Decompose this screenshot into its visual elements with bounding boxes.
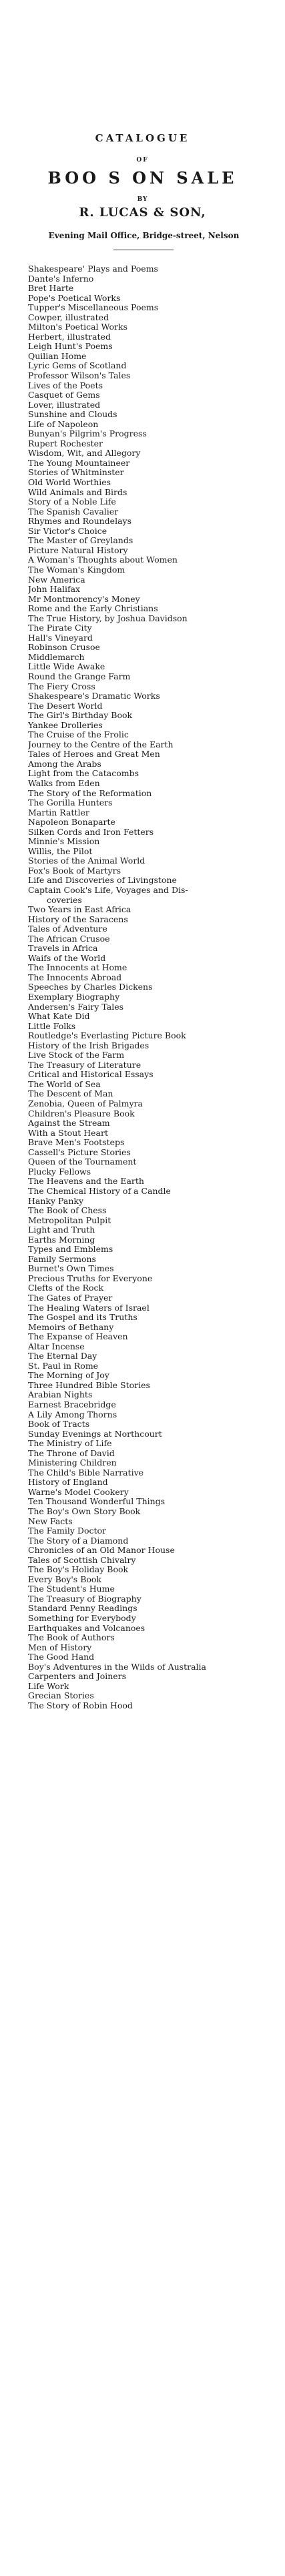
book-title: Walks from Eden	[28, 778, 100, 788]
book-title: Tales of Adventure	[28, 924, 107, 934]
book-title: Silken Cords and Iron Fetters	[28, 827, 154, 837]
book-title: Robinson Crusoe	[28, 643, 100, 653]
book-title: The True History, by Joshua Davidson	[28, 613, 188, 623]
book-title: The Fiery Cross	[28, 681, 95, 691]
book-title: Professor Wilson's Tales	[28, 371, 131, 381]
book-title: The Story of a Diamond	[28, 1536, 129, 1546]
book-title: Cowper, illustrated	[28, 312, 109, 322]
book-title: Standard Penny Readings	[28, 1604, 137, 1614]
book-title: Willis, the Pilot	[28, 846, 93, 856]
book-title: Herbert, illustrated	[28, 332, 111, 342]
book-title: Stories of Whitminster	[28, 468, 124, 478]
book-title: Sunshine and Clouds	[28, 410, 117, 420]
book-title: Boy's Adventures in the Wilds of Australia	[28, 1662, 206, 1672]
book-title: The Treasury of Biography	[28, 1594, 141, 1604]
book-title: The Desert World	[28, 701, 103, 711]
book-title: The Woman's Kingdom	[28, 565, 125, 575]
book-title: Hall's Vineyard	[28, 633, 93, 643]
book-title: Against the Stream	[28, 1118, 110, 1129]
book-title: Grecian Stories	[28, 1691, 94, 1701]
book-title: Among the Arabs	[28, 759, 101, 769]
book-title: Three Hundred Bible Stories	[28, 1380, 150, 1390]
publisher-address: Evening Mail Office, Bridge-street, Nelson	[48, 231, 240, 240]
book-title: Earths Morning	[28, 1235, 95, 1245]
book-title: With a Stout Heart	[28, 1128, 109, 1138]
book-title: Altar Incense	[28, 1341, 85, 1351]
book-title: New America	[28, 575, 85, 585]
book-title: The Book of Chess	[28, 1206, 107, 1216]
book-title: Bunyan's Pilgrim's Progress	[28, 429, 147, 439]
book-title: A Woman's Thoughts about Women	[28, 555, 178, 565]
book-title: Lyric Gems of Scotland	[28, 361, 127, 371]
book-title: What Kate Did	[28, 1012, 90, 1022]
book-title: The Story of the Reformation	[28, 788, 152, 798]
book-title: Book of Tracts	[28, 1419, 90, 1429]
book-title: St. Paul in Rome	[28, 1361, 99, 1371]
book-title: Napoleon Bonaparte	[28, 818, 115, 828]
book-title: The Eternal Day	[28, 1351, 97, 1361]
book-title: Children's Pleasure Book	[28, 1108, 135, 1118]
book-title: Memoirs of Bethany	[28, 1322, 114, 1332]
book-title: Dante's Inferno	[28, 274, 94, 284]
book-title: The Young Mountaineer	[28, 458, 130, 468]
book-title: Metropolitan Pulpit	[28, 1215, 111, 1225]
book-title: Yankee Drolleries	[28, 720, 103, 730]
book-title: The Gospel and its Truths	[28, 1313, 137, 1323]
book-title: History of the Irish Brigades	[28, 1040, 150, 1050]
book-title: Lives of the Poets	[28, 380, 103, 390]
book-title: Earthquakes and Volcanoes	[28, 1623, 146, 1633]
book-title: The Ministry of Life	[28, 1439, 112, 1449]
book-title: Chronicles of an Old Manor House	[28, 1546, 175, 1556]
book-title: The Family Doctor	[28, 1526, 106, 1536]
of-label: OF	[136, 157, 149, 164]
book-title: Routledge's Everlasting Picture Book	[28, 1031, 186, 1041]
book-title: Minnie's Mission	[28, 837, 100, 847]
book-title: Wild Animals and Birds	[28, 487, 127, 497]
book-title: Plucky Fellows	[28, 1167, 91, 1177]
book-title: The Girl's Birthday Book	[28, 711, 133, 721]
book-title: Tales of Scottish Chivalry	[28, 1555, 136, 1565]
book-title: Men of History	[28, 1642, 92, 1652]
book-title: Little Folks	[28, 1021, 76, 1031]
catalogue-heading: CATALOGUE	[95, 132, 190, 144]
book-title: The Innocents at Home	[28, 963, 127, 973]
book-title: Stories of the Animal World	[28, 856, 146, 866]
book-title: The Master of Greylands	[28, 536, 133, 546]
book-title: History of England	[28, 1478, 108, 1488]
book-title: Burnet's Own Times	[28, 1264, 114, 1274]
book-title: Martin Rattler	[28, 808, 89, 818]
book-title: Shakespeare' Plays and Poems	[28, 264, 158, 274]
by-label: BY	[137, 196, 148, 203]
book-title: The Heavens and the Earth	[28, 1177, 144, 1187]
book-title: Life and Discoveries of Livingstone	[28, 876, 177, 886]
book-title: The Morning of Joy	[28, 1371, 109, 1381]
book-title: Every Boy's Book	[28, 1574, 102, 1584]
book-title: Earnest Bracebridge	[28, 1399, 116, 1409]
book-title: The Treasury of Literature	[28, 1060, 141, 1070]
book-title: Rupert Rochester	[28, 438, 103, 448]
book-title: Live Stock of the Farm	[28, 1050, 125, 1060]
book-title: Ten Thousand Wonderful Things	[28, 1497, 166, 1507]
book-title: Wisdom, Wit, and Allegory	[28, 448, 141, 458]
book-title: Exemplary Biography	[28, 992, 120, 1002]
book-title: The Expanse of Heaven	[28, 1332, 128, 1342]
book-title: Shakespeare's Dramatic Works	[28, 691, 160, 701]
book-title: The Gates of Prayer	[28, 1293, 113, 1303]
book-title: Captain Cook's Life, Voyages and Dis-	[28, 886, 188, 895]
book-title: Life Work	[28, 1681, 69, 1691]
book-title: Precious Truths for Everyone	[28, 1273, 153, 1283]
book-title: Picture Natural History	[28, 545, 128, 555]
book-title: Round the Grange Farm	[28, 671, 131, 681]
book-title: Family Sermons	[28, 1254, 96, 1264]
book-title: New Facts	[28, 1516, 73, 1526]
book-title: Sunday Evenings at Northcourt	[28, 1429, 162, 1439]
book-title: Zenobia, Queen of Palmyra	[28, 1099, 143, 1109]
book-title: Tales of Heroes and Great Men	[28, 749, 160, 759]
book-title: The Child's Bible Narrative	[28, 1468, 144, 1478]
book-title: Waifs of the World	[28, 953, 106, 963]
book-title: Light from the Catacombs	[28, 769, 139, 779]
book-title: coveries	[47, 895, 82, 905]
book-title: Carpenters and Joiners	[28, 1672, 127, 1682]
book-list	[28, 264, 282, 1710]
book-title: Bret Harte	[28, 284, 74, 294]
book-title: Middlemarch	[28, 652, 85, 662]
book-title: The Pirate City	[28, 623, 92, 633]
book-title: Quilian Home	[28, 351, 87, 361]
book-title: Cassell's Picture Stories	[28, 1147, 131, 1157]
book-title: Casquet of Gems	[28, 390, 100, 400]
book-title: Rhymes and Roundelays	[28, 517, 132, 527]
book-title: Queen of the Tournament	[28, 1157, 137, 1167]
book-title: Pope's Poetical Works	[28, 293, 121, 303]
book-title: The Book of Authors	[28, 1633, 115, 1643]
book-title: The Descent of Man	[28, 1089, 113, 1099]
book-title: Story of a Noble Life	[28, 497, 116, 507]
book-title: Life of Napoleon	[28, 419, 99, 429]
book-title: Warne's Model Cookery	[28, 1487, 129, 1497]
book-title: Hanky Panky	[28, 1196, 84, 1206]
book-title: A Lily Among Thorns	[28, 1409, 117, 1419]
book-title: Fox's Book of Martyrs	[28, 866, 121, 876]
book-title: Milton's Poetical Works	[28, 322, 127, 332]
book-title: The Student's Hume	[28, 1584, 115, 1594]
book-title: Light and Truth	[28, 1225, 95, 1235]
book-title: Mr Montmorency's Money	[28, 594, 140, 604]
publisher-name: R. LUCAS & SON,	[79, 206, 206, 220]
book-title: Speeches by Charles Dickens	[28, 982, 153, 992]
book-title: The Innocents Abroad	[28, 972, 122, 982]
book-title: The World of Sea	[28, 1079, 101, 1089]
book-title: Old World Worthies	[28, 478, 111, 488]
book-title: Leigh Hunt's Poems	[28, 342, 113, 352]
book-title: Two Years in East Africa	[28, 905, 131, 915]
book-title: Little Wide Awake	[28, 662, 105, 672]
book-title: History of the Saracens	[28, 914, 128, 924]
book-title: The Healing Waters of Israel	[28, 1303, 150, 1313]
book-title: Sir Victor's Choice	[28, 526, 107, 536]
book-title: The Boy's Own Story Book	[28, 1507, 141, 1516]
book-title: Brave Men's Footsteps	[28, 1138, 125, 1148]
book-title: Something for Everybody	[28, 1614, 136, 1624]
book-title: Critical and Historical Essays	[28, 1070, 154, 1080]
book-title: Andersen's Fairy Tales	[28, 1002, 124, 1012]
book-title: The African Crusoe	[28, 934, 110, 944]
book-title: Journey to the Centre of the Earth	[28, 739, 174, 749]
book-title: Travels in Africa	[28, 944, 98, 954]
book-title: Tupper's Miscellaneous Poems	[28, 303, 159, 313]
book-title: The Boy's Holiday Book	[28, 1565, 129, 1575]
book-title: Types and Emblems	[28, 1245, 113, 1255]
book-title: John Halifax	[28, 585, 81, 595]
book-title: Rome and the Early Christians	[28, 604, 158, 614]
catalogue-title: BOO S ON SALE	[47, 168, 238, 188]
book-title: The Gorilla Hunters	[28, 798, 113, 808]
book-title: The Throne of David	[28, 1448, 115, 1458]
book-title: The Story of Robin Hood	[28, 1700, 133, 1710]
book-title: Lover, illustrated	[28, 400, 101, 410]
book-title: The Chemical History of a Candle	[28, 1186, 171, 1196]
book-title: Arabian Nights	[28, 1390, 93, 1400]
book-title: The Good Hand	[28, 1652, 95, 1662]
book-title: Ministering Children	[28, 1458, 117, 1468]
book-title: Clefts of the Rock	[28, 1283, 104, 1293]
book-title: The Spanish Cavalier	[28, 507, 119, 517]
book-title: The Cruise of the Frolic	[28, 730, 129, 740]
